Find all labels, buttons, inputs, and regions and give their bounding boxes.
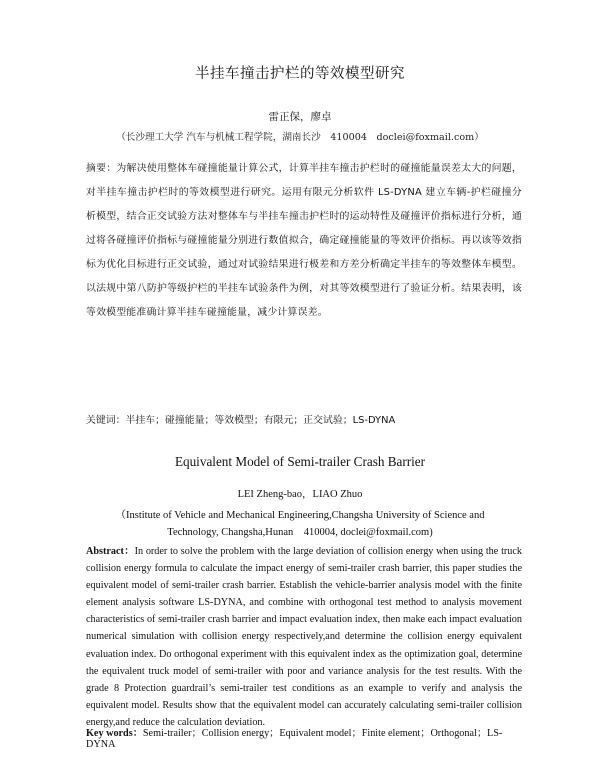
english-title: Equivalent Model of Semi-trailer Crash Barrier bbox=[174, 454, 426, 469]
chinese-keywords bbox=[86, 412, 522, 426]
chinese-abstract bbox=[86, 157, 522, 325]
english-abstract bbox=[86, 543, 522, 731]
english-abstract-label: Abstract： bbox=[86, 546, 135, 557]
english-keywords-label: Key words： bbox=[86, 728, 143, 739]
chinese-abstract-label: 摘要： bbox=[86, 163, 117, 174]
chinese-authors: 雷正保，廖卓 bbox=[268, 111, 332, 123]
english-keywords-text: Semi-trailer；Collision energy；Equivalent model；Finite element；Orthogonal；LS-DYNA bbox=[86, 728, 503, 750]
chinese-keywords-text: 半挂车；碰撞能量；等效模型；有限元；正交试验；LS-DYNA bbox=[125, 415, 396, 426]
chinese-title: 半挂车撞击护栏的等效模型研究 bbox=[195, 66, 405, 82]
english-authors: LEI Zheng-bao，LIAO Zhuo bbox=[237, 489, 363, 500]
english-abstract-text: In order to solve the problem with the large deviation of collision energy when using the truck collision energy formula to calculate the impact energy of semi-trailer crash barrier, this paper studies the equivalent model of semi-trailer crash barrier. Establish the vehicle-barrier analysis model with the finite element analysis software LS-DYNA, and combine with orthogonal test method to analysis movement characteristics of semi-trailer crash barrier and impact evaluation index, then make each impact evaluation numerical simulation with collision energy respectively,and determine the collision energy equivalent evaluation index. Do orthogonal experiment with this equivalent index as the optimization goal, determine the equivalent truck model of semi-trailer with poor and variance analysis for the test results. With the grade 8 Protection guardrail’s semi-trailer test conditions as an example to verify and analysis the equivalent model. Results show that the equivalent model can accurately calculating semi-trailer collision energy,and reduce the calculation deviation. bbox=[86, 546, 523, 728]
english-affiliation: （Institute of Vehicle and Mechanical Engineering,Changsha University of Science and Technology, Changsha,Hunan 410004, doclei@foxmail.com) bbox=[115, 510, 485, 538]
chinese-keywords-label: 关键词： bbox=[86, 415, 126, 426]
chinese-affiliation: （长沙理工大学 汽车与机械工程学院，湖南长沙 410004 doclei@foxmail.com） bbox=[116, 132, 484, 143]
chinese-abstract-text: 为解决使用整体车碰撞能量计算公式，计算半挂车撞击护栏时的碰撞能量误差太大的问题，对半挂车撞击护栏时的等效模型进行研究。运用有限元分析软件 LS-DYNA 建立车辆-护栏碰撞分析模型，结合正交试验方法对整体车与半挂车撞击护栏时的运动特性及碰撞评价指标进行分析，通过将各碰撞评价指标与碰撞能量分别进行数值拟合，确定碰撞能量的等效评价指标。再以该等效指标为优化目标进行正交试验，通过对试验结果进行极差和方差分析确定半挂车的等效整体车模型。以法规中第八防护等级护栏的半挂车试验条件为例，对其等效模型进行了验证分析。结果表明，该等效模型能准确计算半挂车碰撞能量，减少计算误差。 bbox=[86, 163, 522, 318]
english-keywords bbox=[86, 724, 522, 750]
